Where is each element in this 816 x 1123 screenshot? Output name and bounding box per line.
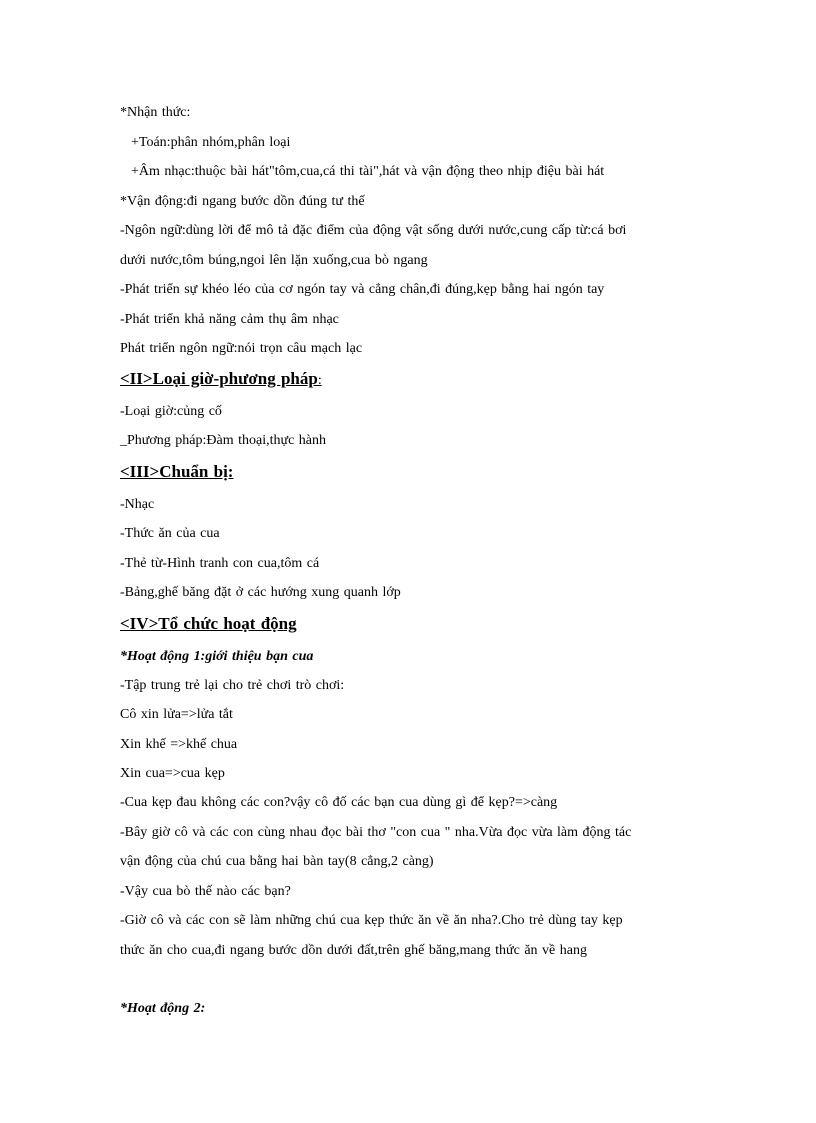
text-line: -Phát triển sự khéo léo của cơ ngón tay và cẳng chân,đi đúng,kẹp bằng hai ngón tay bbox=[120, 282, 605, 297]
text-line: -Cua kẹp đau không các con?vậy cô đố các bạn cua dùng gì để kẹp?=>càng bbox=[120, 795, 558, 810]
text-line: dưới nước,tôm búng,ngoi lên lặn xuống,cua bò ngang bbox=[120, 253, 428, 268]
text-line: -Vậy cua bò thế nào các bạn? bbox=[120, 884, 291, 899]
text-line: *Nhận thức: bbox=[120, 105, 191, 120]
text-line: Cô xin lửa=>lửa tắt bbox=[120, 707, 233, 722]
text-line: -Tập trung trẻ lại cho trẻ chơi trò chơi: bbox=[120, 678, 345, 693]
text-line: -Loại giờ:củng cố bbox=[120, 404, 222, 419]
text-line: -Thẻ từ-Hình tranh con cua,tôm cá bbox=[120, 556, 320, 571]
text-line: -Thức ăn của cua bbox=[120, 526, 220, 541]
text-line: +Toán:phân nhóm,phân loại bbox=[131, 135, 291, 150]
text-line: +Âm nhạc:thuộc bài hát"tôm,cua,cá thi tài",hát và vận động theo nhịp điệu bài hát bbox=[131, 164, 605, 179]
text-line: -Bây giờ cô và các con cùng nhau đọc bài thơ "con cua " nha.Vừa đọc vừa làm động tác bbox=[120, 825, 632, 840]
text-line: *Vận động:đi ngang bước dồn đúng tư thế bbox=[120, 194, 365, 209]
section-heading-4: <IV>Tổ chức hoạt động bbox=[120, 614, 297, 633]
text-line: Phát triển ngôn ngữ:nói trọn câu mạch lạc bbox=[120, 341, 363, 356]
activity-heading-1: *Hoạt động 1:giới thiệu bạn cua bbox=[120, 649, 314, 664]
text-line: -Giờ cô và các con sẽ làm những chú cua kẹp thức ăn về ăn nha?.Cho trẻ dùng tay kẹp bbox=[120, 913, 623, 928]
section-heading-3: <III>Chuẩn bị: bbox=[120, 462, 234, 481]
text-line: Xin cua=>cua kẹp bbox=[120, 766, 225, 781]
section-heading-2-colon: : bbox=[317, 373, 322, 388]
text-line: -Phát triển khả năng cảm thụ âm nhạc bbox=[120, 312, 339, 327]
text-line: -Ngôn ngữ:dùng lời để mô tả đặc điểm của động vật sống dưới nước,cung cấp từ:cá bơi bbox=[120, 223, 627, 238]
text-line: -Bảng,ghế băng đặt ở các hướng xung quanh lớp bbox=[120, 585, 401, 600]
text-line: Xin khế =>khế chua bbox=[120, 737, 238, 752]
section-heading-2 bbox=[120, 369, 322, 391]
text-line: thức ăn cho cua,đi ngang bước dồn dưới đất,trên ghế băng,mang thức ăn về hang bbox=[120, 943, 587, 958]
text-line: -Nhạc bbox=[120, 497, 155, 512]
text-line: _Phương pháp:Đàm thoại,thực hành bbox=[120, 433, 326, 448]
activity-heading-2: *Hoạt động 2: bbox=[120, 1001, 206, 1016]
section-heading-2-text: <II>Loại giờ-phương pháp bbox=[120, 369, 318, 388]
text-line: vận động của chú cua bằng hai bàn tay(8 cẳng,2 càng) bbox=[120, 854, 434, 869]
